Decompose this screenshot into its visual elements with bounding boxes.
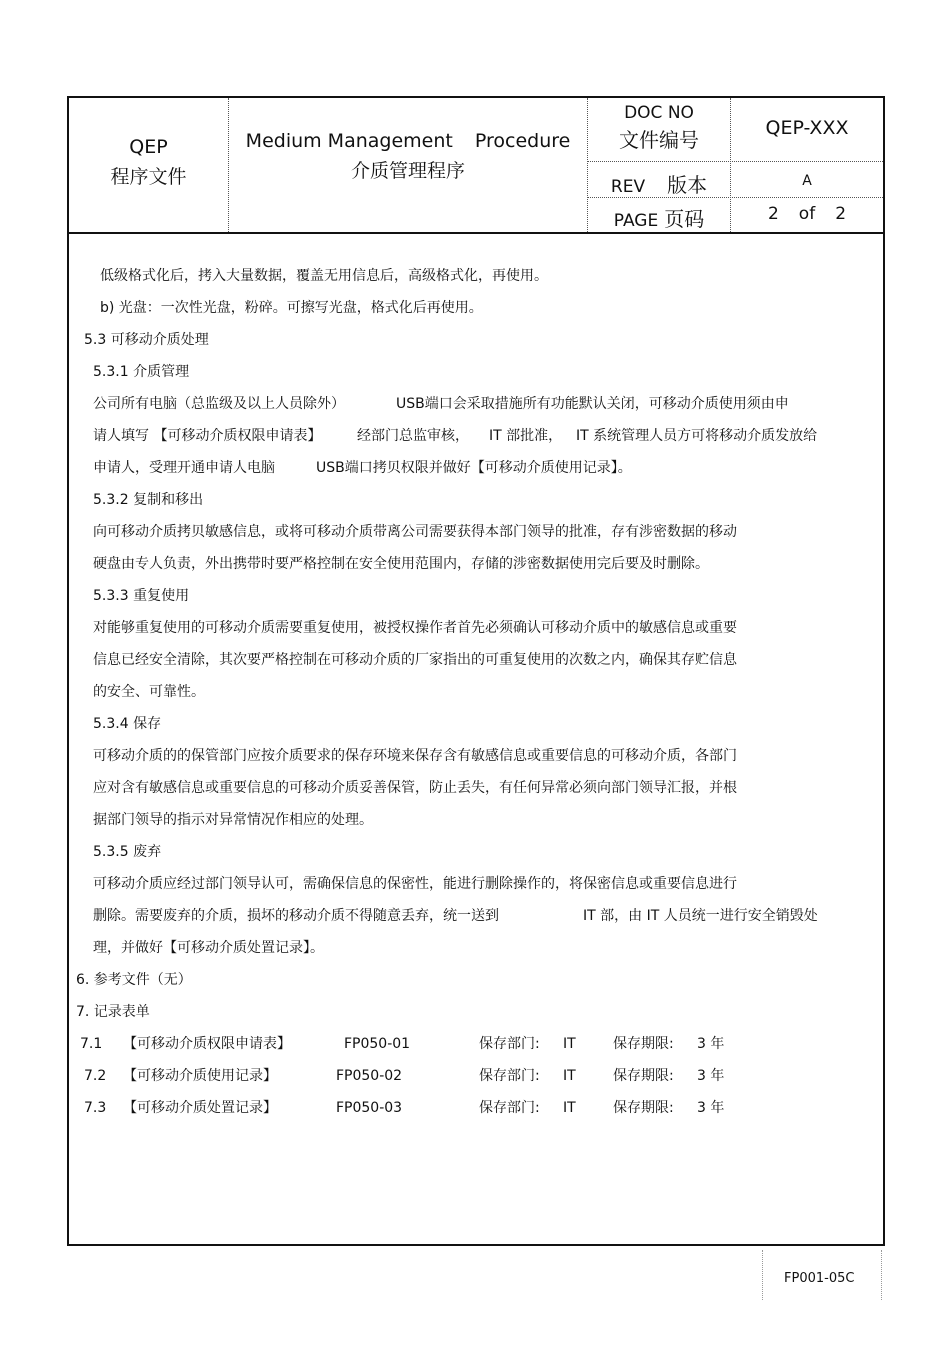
body-line: IT 部，由 IT 人员统一进行安全销毁处	[583, 908, 818, 924]
page-number	[731, 204, 883, 224]
subsection-heading: 5.3.3 重复使用	[93, 588, 190, 604]
record-dept: IT	[563, 1036, 576, 1052]
rev-label: REV	[610, 177, 646, 197]
body-line: IT 部批准，	[489, 428, 563, 444]
record-code: FP050-02	[336, 1068, 403, 1084]
doc-type-cell	[69, 132, 228, 192]
body-line: 删除。需要废弃的介质，损坏的移动介质不得随意丢弃，统一送到	[93, 908, 499, 924]
record-dept-label: 保存部门:	[479, 1068, 540, 1084]
docno-value: QEP-XXX	[765, 117, 849, 139]
body-line: 理，并做好【可移动介质处置记录】。	[93, 940, 324, 956]
body-line: USB端口拷贝权限并做好【可移动介质使用记录】。	[316, 460, 632, 476]
body-line: 据部门领导的指示对异常情况作相应的处理。	[93, 812, 373, 828]
section-heading: 5.3 可移动介质处理	[84, 332, 209, 348]
body-line: 经部门总监审核，	[357, 428, 469, 444]
body-line: 可移动介质应经过部门领导认可，需确保信息的保密性，能进行删除操作的，将保密信息或重要信息进行	[93, 876, 737, 892]
body-line: 可移动介质的的保管部门应按介质要求的保存环境来保存含有敏感信息或重要信息的可移动介质，各部门	[93, 748, 737, 764]
title-en-part2: Procedure	[474, 130, 571, 152]
body-line: 对能够重复使用的可移动介质需要重复使用，被授权操作者首先必须确认可移动介质中的敏感信息或重要	[93, 620, 737, 636]
docno-label-cn: 文件编号	[619, 128, 699, 152]
record-number: 7.1	[80, 1036, 103, 1052]
body-line: 信息已经安全清除，其次要严格控制在可移动介质的厂家指出的可重复使用的次数之内，确保其存贮信息	[93, 652, 737, 668]
header-row-divider	[587, 161, 883, 162]
record-period: 3 年	[697, 1068, 725, 1084]
record-period-label: 保存期限:	[613, 1036, 674, 1052]
record-code: FP050-03	[336, 1100, 403, 1116]
record-period: 3 年	[697, 1100, 725, 1116]
record-dept-label: 保存部门:	[479, 1100, 540, 1116]
record-period-label: 保存期限:	[613, 1068, 674, 1084]
body-line: 的安全、可靠性。	[93, 684, 205, 700]
rev-value: A	[802, 173, 812, 189]
body-line: 请人填写 【可移动介质权限申请表】	[93, 428, 322, 444]
record-period-label: 保存期限:	[613, 1100, 674, 1116]
subsection-heading: 5.3.5 废弃	[93, 844, 162, 860]
page-of: of	[798, 204, 816, 224]
body-line: 应对含有敏感信息或重要信息的可移动介质妥善保管，防止丢失，有任何异常必须向部门领导汇报，并根	[93, 780, 737, 796]
record-number: 7.2	[84, 1068, 107, 1084]
form-code: FP001-05C	[784, 1271, 855, 1286]
record-name: 【可移动介质处置记录】	[123, 1100, 277, 1116]
docno-label-cell	[588, 101, 730, 155]
page-label: PAGE	[613, 211, 659, 231]
doc-type-label: 程序文件	[110, 166, 187, 188]
body-line: b) 光盘：一次性光盘，粉碎。可擦写光盘，格式化后再使用。	[100, 300, 483, 316]
record-name: 【可移动介质使用记录】	[123, 1068, 277, 1084]
subsection-heading: 5.3.4 保存	[93, 716, 162, 732]
body-line: USB端口会采取措施所有功能默认关闭，可移动介质使用须由申	[396, 396, 789, 412]
subsection-heading: 5.3.2 复制和移出	[93, 492, 204, 508]
page-label-cell	[588, 203, 730, 232]
record-dept: IT	[563, 1068, 576, 1084]
title-cell	[229, 126, 587, 186]
body-line: IT 系统管理人员方可将移动介质发放给	[576, 428, 818, 444]
page-label-cn: 页码	[664, 207, 705, 231]
docno-label: DOC NO	[624, 103, 694, 123]
title-english	[229, 126, 587, 156]
body-line: 向可移动介质拷贝敏感信息，或将可移动介质带离公司需要获得本部门领导的批准，存有涉密数据的移动	[93, 524, 737, 540]
body-line: 申请人，受理开通申请人电脑	[93, 460, 275, 476]
record-dept: IT	[563, 1100, 576, 1116]
rev-label-cell	[588, 169, 730, 198]
record-code: FP050-01	[344, 1036, 411, 1052]
body-line: 公司所有电脑（总监级及以上人员除外）	[93, 396, 345, 412]
subsection-heading: 5.3.1 介质管理	[93, 364, 190, 380]
section-heading: 6. 参考文件（无）	[76, 972, 192, 988]
record-name: 【可移动介质权限申请表】	[123, 1036, 291, 1052]
title-chinese: 介质管理程序	[350, 160, 465, 182]
document-header	[69, 98, 883, 234]
doc-type-code: QEP	[129, 136, 168, 158]
page-total: 2	[835, 204, 847, 224]
record-period: 3 年	[697, 1036, 725, 1052]
body-line: 硬盘由专人负责，外出携带时要严格控制在安全使用范围内，存储的涉密数据使用完后要及时删除。	[93, 556, 709, 572]
rev-label-cn: 版本	[667, 173, 708, 197]
record-dept-label: 保存部门:	[479, 1036, 540, 1052]
title-en-part1: Medium Management	[245, 130, 453, 152]
record-number: 7.3	[84, 1100, 107, 1116]
page-current: 2	[767, 204, 779, 224]
body-line: 低级格式化后，拷入大量数据，覆盖无用信息后，高级格式化，再使用。	[100, 268, 548, 284]
section-heading: 7. 记录表单	[76, 1004, 150, 1020]
